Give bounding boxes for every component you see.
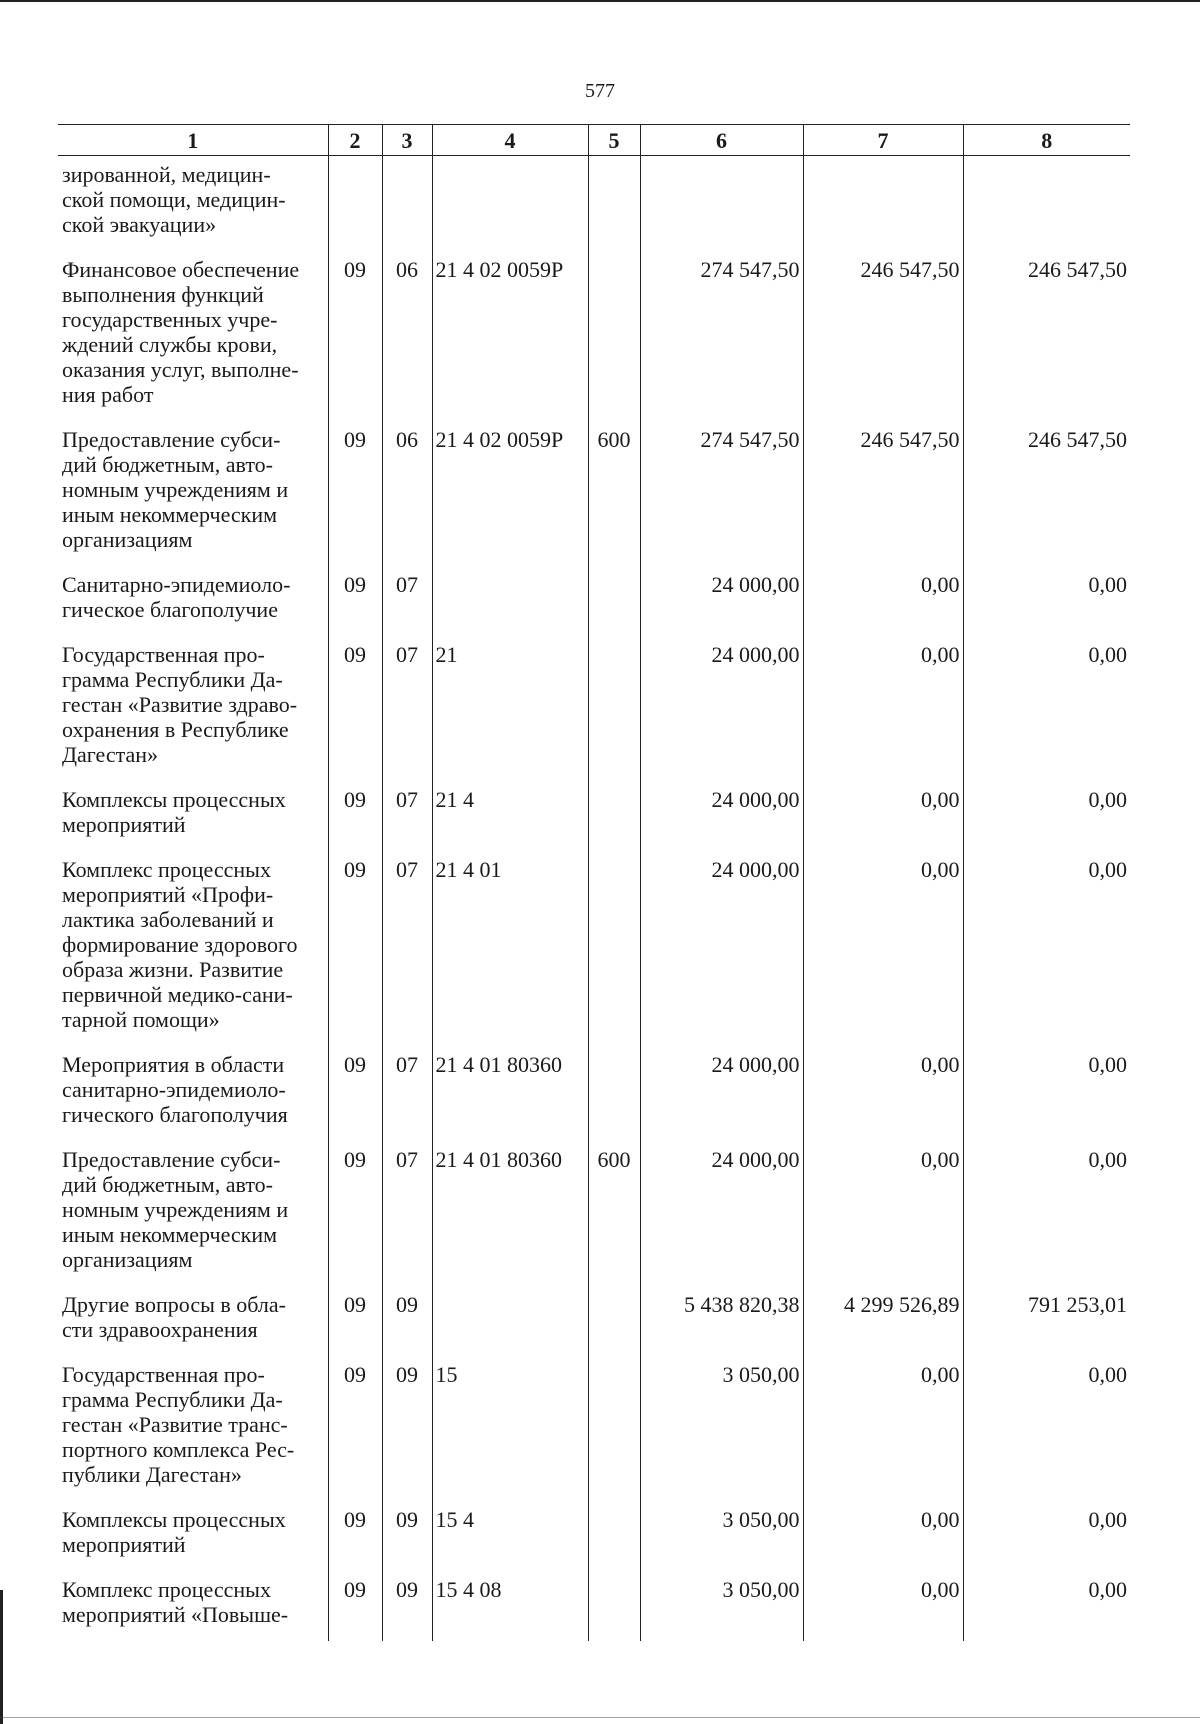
row-name-cell: Комплекс процессных мероприятий «Повыше- xyxy=(62,1577,289,1627)
target-item-code-cell: 21 4 01 80360 xyxy=(432,1046,588,1141)
row-name-cell: Государственная про- грамма Республики Да- гестан «Развитие здраво- охранения в Республике Дагестан» xyxy=(62,642,298,767)
row-name-cell: Предоставление субси- дий бюджетным, авто- номным учреждениям и иным некоммерческим организациям xyxy=(62,427,289,552)
table-row xyxy=(58,1356,1130,1501)
subsection-code-cell: 09 xyxy=(382,1501,432,1571)
header-cell: 1 xyxy=(58,125,328,156)
scan-edge-bottom xyxy=(0,1717,1200,1718)
row-name-cell: зированной, медицин- ской помощи, медицин- ской эвакуации» xyxy=(62,162,286,237)
amount-col7-cell: 0,00 xyxy=(803,566,963,636)
table-row xyxy=(58,851,1130,1046)
amount-col8-cell: 0,00 xyxy=(963,1141,1130,1286)
table-row xyxy=(58,636,1130,781)
section-code-cell: 09 xyxy=(328,1571,382,1641)
amount-col8-cell: 791 253,01 xyxy=(963,1286,1130,1356)
amount-col6-cell: 24 000,00 xyxy=(640,636,803,781)
amount-col7-cell xyxy=(803,156,963,252)
section-code-cell: 09 xyxy=(328,421,382,566)
expense-type-code-cell: 600 xyxy=(588,421,640,566)
table-row xyxy=(58,421,1130,566)
amount-col8-cell: 0,00 xyxy=(963,566,1130,636)
amount-col6-cell: 24 000,00 xyxy=(640,851,803,1046)
amount-col6-cell: 3 050,00 xyxy=(640,1356,803,1501)
section-code-cell: 09 xyxy=(328,251,382,421)
row-name-cell: Комплекс процессных мероприятий «Профи- лактика заболеваний и формирование здорового образа жизни. Развитие первичной медико-сани- тарной помощи» xyxy=(62,857,298,1032)
expense-type-code-cell xyxy=(588,636,640,781)
page-number: 577 xyxy=(585,80,615,102)
subsection-code-cell: 06 xyxy=(382,421,432,566)
amount-col6-cell: 5 438 820,38 xyxy=(640,1286,803,1356)
section-code-cell: 09 xyxy=(328,1356,382,1501)
target-item-code-cell: 21 4 01 xyxy=(432,851,588,1046)
amount-col6-cell: 24 000,00 xyxy=(640,1046,803,1141)
table-row xyxy=(58,566,1130,636)
row-name-cell: Санитарно-эпидемиоло- гическое благополучие xyxy=(62,572,291,622)
amount-col8-cell: 246 547,50 xyxy=(963,251,1130,421)
table-row xyxy=(58,1046,1130,1141)
amount-col8-cell: 0,00 xyxy=(963,781,1130,851)
table-row xyxy=(58,156,1130,252)
table-row xyxy=(58,1501,1130,1571)
scan-edge-left xyxy=(0,1590,3,1724)
amount-col8-cell: 0,00 xyxy=(963,636,1130,781)
amount-col7-cell: 0,00 xyxy=(803,1141,963,1286)
expense-type-code-cell xyxy=(588,156,640,252)
header-cell: 8 xyxy=(963,125,1130,156)
amount-col7-cell: 4 299 526,89 xyxy=(803,1286,963,1356)
expense-type-code-cell xyxy=(588,1501,640,1571)
expense-type-code-cell: 600 xyxy=(588,1141,640,1286)
amount-col7-cell: 246 547,50 xyxy=(803,251,963,421)
amount-col7-cell: 246 547,50 xyxy=(803,421,963,566)
amount-col7-cell: 0,00 xyxy=(803,781,963,851)
expense-type-code-cell xyxy=(588,851,640,1046)
amount-col8-cell: 0,00 xyxy=(963,1046,1130,1141)
amount-col8-cell: 246 547,50 xyxy=(963,421,1130,566)
table-row xyxy=(58,1571,1130,1641)
table-row xyxy=(58,1286,1130,1356)
header-cell: 7 xyxy=(803,125,963,156)
row-name-cell: Государственная про- грамма Республики Да- гестан «Развитие транс- портного комплекса Рес- публики Дагестан» xyxy=(62,1362,295,1487)
row-name-cell: Комплексы процессных мероприятий xyxy=(62,787,286,837)
subsection-code-cell: 07 xyxy=(382,566,432,636)
amount-col8-cell: 0,00 xyxy=(963,1356,1130,1501)
header-cell: 3 xyxy=(382,125,432,156)
expense-type-code-cell xyxy=(588,1286,640,1356)
target-item-code-cell: 15 4 xyxy=(432,1501,588,1571)
target-item-code-cell: 15 xyxy=(432,1356,588,1501)
amount-col8-cell: 0,00 xyxy=(963,851,1130,1046)
table-row xyxy=(58,781,1130,851)
section-code-cell: 09 xyxy=(328,1501,382,1571)
row-name-cell: Предоставление субси- дий бюджетным, авто- номным учреждениям и иным некоммерческим организациям xyxy=(62,1147,289,1272)
header-cell: 4 xyxy=(432,125,588,156)
table-header xyxy=(58,125,1130,156)
subsection-code-cell: 07 xyxy=(382,636,432,781)
expense-type-code-cell xyxy=(588,566,640,636)
header-cell: 5 xyxy=(588,125,640,156)
amount-col6-cell: 24 000,00 xyxy=(640,1141,803,1286)
amount-col6-cell xyxy=(640,156,803,252)
amount-col7-cell: 0,00 xyxy=(803,636,963,781)
subsection-code-cell: 06 xyxy=(382,251,432,421)
table-body xyxy=(58,156,1130,1642)
subsection-code-cell: 09 xyxy=(382,1356,432,1501)
subsection-code-cell: 09 xyxy=(382,1571,432,1641)
section-code-cell: 09 xyxy=(328,781,382,851)
subsection-code-cell: 09 xyxy=(382,1286,432,1356)
amount-col8-cell xyxy=(963,156,1130,252)
section-code-cell: 09 xyxy=(328,566,382,636)
subsection-code-cell: 07 xyxy=(382,851,432,1046)
table-row xyxy=(58,1141,1130,1286)
budget-table xyxy=(58,124,1130,1641)
target-item-code-cell xyxy=(432,566,588,636)
amount-col7-cell: 0,00 xyxy=(803,1046,963,1141)
amount-col7-cell: 0,00 xyxy=(803,1571,963,1641)
row-name-cell: Комплексы процессных мероприятий xyxy=(62,1507,286,1557)
subsection-code-cell: 07 xyxy=(382,781,432,851)
header-row xyxy=(58,125,1130,156)
target-item-code-cell: 21 4 02 0059Р xyxy=(432,251,588,421)
target-item-code-cell xyxy=(432,1286,588,1356)
row-name-cell: Мероприятия в области санитарно-эпидемиоло- гического благополучия xyxy=(62,1052,288,1127)
target-item-code-cell xyxy=(432,156,588,252)
expense-type-code-cell xyxy=(588,1046,640,1141)
scan-edge-top xyxy=(0,0,1200,2)
amount-col6-cell: 274 547,50 xyxy=(640,251,803,421)
amount-col6-cell: 3 050,00 xyxy=(640,1571,803,1641)
amount-col6-cell: 24 000,00 xyxy=(640,781,803,851)
section-code-cell: 09 xyxy=(328,636,382,781)
amount-col7-cell: 0,00 xyxy=(803,1501,963,1571)
subsection-code-cell: 07 xyxy=(382,1046,432,1141)
section-code-cell: 09 xyxy=(328,1286,382,1356)
subsection-code-cell: 07 xyxy=(382,1141,432,1286)
amount-col6-cell: 274 547,50 xyxy=(640,421,803,566)
subsection-code-cell xyxy=(382,156,432,252)
amount-col8-cell: 0,00 xyxy=(963,1571,1130,1641)
target-item-code-cell: 21 4 01 80360 xyxy=(432,1141,588,1286)
target-item-code-cell: 21 4 02 0059Р xyxy=(432,421,588,566)
amount-col6-cell: 24 000,00 xyxy=(640,566,803,636)
expense-type-code-cell xyxy=(588,781,640,851)
header-cell: 2 xyxy=(328,125,382,156)
row-name-cell: Другие вопросы в обла- сти здравоохранения xyxy=(62,1292,286,1342)
section-code-cell: 09 xyxy=(328,1046,382,1141)
amount-col6-cell: 3 050,00 xyxy=(640,1501,803,1571)
header-cell: 6 xyxy=(640,125,803,156)
section-code-cell: 09 xyxy=(328,851,382,1046)
target-item-code-cell: 21 4 xyxy=(432,781,588,851)
target-item-code-cell: 21 xyxy=(432,636,588,781)
amount-col7-cell: 0,00 xyxy=(803,851,963,1046)
expense-type-code-cell xyxy=(588,1356,640,1501)
row-name-cell: Финансовое обеспечение выполнения функций государственных учре- ждений службы крови, оказания услуг, выполне- ния работ xyxy=(62,257,300,407)
amount-col8-cell: 0,00 xyxy=(963,1501,1130,1571)
table-row xyxy=(58,251,1130,421)
expense-type-code-cell xyxy=(588,251,640,421)
amount-col7-cell: 0,00 xyxy=(803,1356,963,1501)
target-item-code-cell: 15 4 08 xyxy=(432,1571,588,1641)
expense-type-code-cell xyxy=(588,1571,640,1641)
section-code-cell xyxy=(328,156,382,252)
section-code-cell: 09 xyxy=(328,1141,382,1286)
